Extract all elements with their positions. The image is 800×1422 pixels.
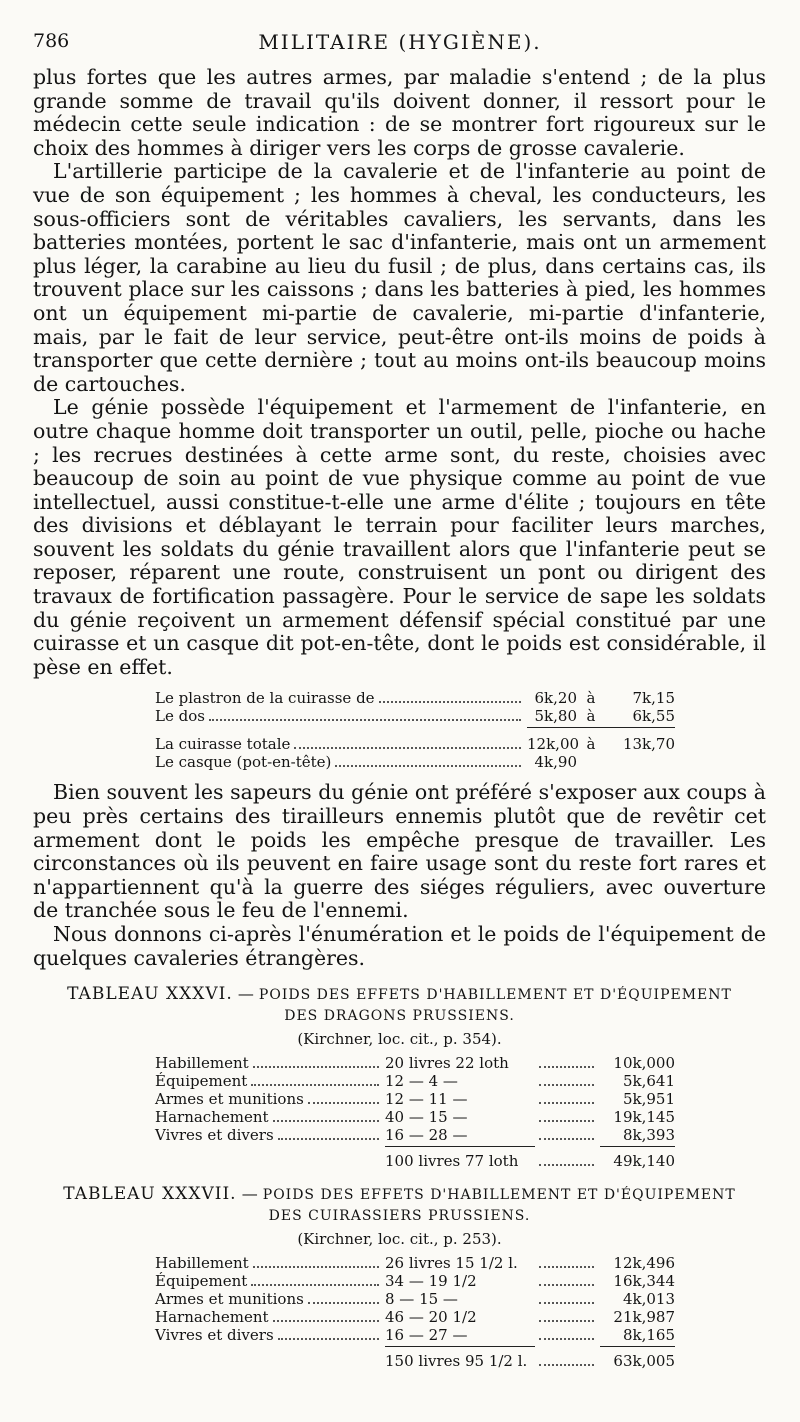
row-weight-old: 8 — 15 —	[385, 1290, 458, 1309]
row-weight-old: 12 — 4 —	[385, 1072, 458, 1091]
table-dash: —	[241, 1184, 258, 1204]
table-row	[155, 1326, 675, 1344]
weight-label: Le casque (pot-en-tête)	[155, 753, 332, 772]
total-weight-kg: 49k,140	[613, 1152, 675, 1171]
sum-rule	[155, 725, 675, 729]
row-weight-kg: 8k,393	[622, 1126, 675, 1145]
row-label: Habillement	[155, 1254, 249, 1273]
leader-dots	[539, 1284, 594, 1286]
row-weight-kg: 21k,987	[613, 1308, 675, 1327]
row-weight-kg: 5k,641	[622, 1072, 675, 1091]
row-weight-old: 26 livres 15 1/2 l.	[385, 1254, 518, 1273]
weight-max: 7k,15	[632, 689, 675, 708]
table-rows	[155, 1054, 675, 1170]
leader-dots	[294, 747, 521, 749]
table-dash: —	[237, 984, 254, 1004]
table-dragons	[33, 984, 766, 1170]
table-number: TABLEAU XXXVII.	[63, 1184, 237, 1205]
table-source: (Kirchner, loc. cit., p. 253).	[297, 1230, 502, 1249]
table-caption: DES CUIRASSIERS PRUSSIENS.	[268, 1208, 531, 1225]
row-label: Harnachement	[155, 1308, 269, 1327]
row-weight-old: 20 livres 22 loth	[385, 1054, 509, 1073]
table-row	[155, 1054, 675, 1072]
table-caption: DES DRAGONS PRUSSIENS.	[284, 1008, 515, 1025]
row-weight-kg: 4k,013	[622, 1290, 675, 1309]
leader-dots	[539, 1084, 594, 1086]
page-number: 786	[33, 30, 70, 52]
weight-range-word: à	[586, 689, 596, 708]
paragraph: plus fortes que les autres armes, par maladie s'entend ; de la plus grande somme de travail qu'ils doivent donner, il ressort pour le médecin cette seule indication : de se montrer fort rigoureux sur le choix des hommes à diriger vers les corps de grosse cavalerie.	[33, 65, 766, 160]
row-weight-kg: 19k,145	[613, 1108, 675, 1127]
weight-min: 12k,00	[527, 735, 580, 754]
leader-dots	[539, 1066, 594, 1068]
table-row	[155, 1108, 675, 1126]
weight-min: 4k,90	[534, 753, 577, 772]
row-weight-old: 46 — 20 1/2	[385, 1308, 477, 1327]
row-label: Équipement	[155, 1272, 248, 1291]
row-label: Armes et munitions	[155, 1090, 304, 1109]
leader-dots	[209, 719, 521, 721]
paragraph: Bien souvent les sapeurs du génie ont préféré s'exposer aux coups à peu près certains des tirailleurs ennemis plutôt que de revêtir cet armement dont le poids les empêche presque de travailler. Les circonstances où ils peuvent en faire usage sont du reste fort rares et n'appartiennent qu'à la guerre des siéges réguliers, avec ouverture de tranchée sous le feu de l'ennemi.	[33, 780, 766, 923]
leader-dots	[539, 1364, 594, 1366]
leader-dots	[539, 1302, 594, 1304]
leader-dots	[273, 1120, 379, 1122]
table-row	[155, 1126, 675, 1144]
leader-dots	[539, 1338, 594, 1340]
table-row	[155, 1272, 675, 1290]
leader-dots	[308, 1302, 379, 1304]
row-label: Vivres et divers	[155, 1326, 274, 1345]
row-label: Équipement	[155, 1072, 248, 1091]
leader-dots	[539, 1266, 594, 1268]
paragraph: Nous donnons ci-après l'énumération et le poids de l'équipement de quelques cavaleries étrangères.	[33, 922, 766, 970]
row-weight-kg: 12k,496	[613, 1254, 675, 1273]
page-header	[33, 30, 767, 58]
row-label: Harnachement	[155, 1108, 269, 1127]
total-weight-kg: 63k,005	[613, 1352, 675, 1371]
leader-dots	[251, 1084, 379, 1086]
row-label: Habillement	[155, 1054, 249, 1073]
row-weight-old: 12 — 11 —	[385, 1090, 468, 1109]
table-number: TABLEAU XXXVI.	[67, 984, 233, 1005]
leader-dots	[539, 1102, 594, 1104]
sum-rule	[155, 1146, 675, 1150]
table-total-row	[155, 1152, 675, 1170]
paragraph: L'artillerie participe de la cavalerie et de l'infanterie au point de vue de son équipement ; les hommes à cheval, les conducteurs, les sous-officiers sont de véritables cavaliers, les servants, dans les batteries montées, portent le sac d'infanterie, mais ont un armement plus léger, la carabine au lieu du fusil ; de plus, dans certains cas, ils trouvent place sur les caissons ; dans les batteries à pied, les hommes ont un équipement mi-partie de cavalerie, mi-partie d'infanterie, mais, par le fait de leur service, peut-être ont-ils moins de poids à transporter que cette dernière ; tout au moins ont-ils beaucoup moins de cartouches.	[33, 159, 766, 396]
table-row	[155, 1290, 675, 1308]
table-caption: POIDS DES EFFETS D'HABILLEMENT ET D'ÉQUIPEMENT	[262, 1187, 736, 1204]
weight-range-word: à	[586, 707, 596, 726]
row-weight-kg: 5k,951	[622, 1090, 675, 1109]
cuirass-weight-list	[155, 689, 675, 771]
row-weight-old: 34 — 19 1/2	[385, 1272, 477, 1291]
table-title	[33, 1184, 766, 1205]
weight-row	[155, 689, 675, 707]
leader-dots	[273, 1320, 379, 1322]
row-weight-kg: 10k,000	[613, 1054, 675, 1073]
body-text	[33, 66, 766, 1370]
weight-min: 5k,80	[534, 707, 577, 726]
weight-total-row	[155, 735, 675, 753]
leader-dots	[253, 1266, 379, 1268]
weight-label: Le plastron de la cuirasse de	[155, 689, 375, 708]
row-weight-old: 16 — 28 —	[385, 1126, 468, 1145]
total-weight-old: 100 livres 77 loth	[385, 1152, 519, 1171]
table-row	[155, 1090, 675, 1108]
weight-label: La cuirasse totale	[155, 735, 291, 754]
weight-max: 6k,55	[632, 707, 675, 726]
weight-row	[155, 707, 675, 725]
sum-rule	[155, 1346, 675, 1350]
table-rows	[155, 1254, 675, 1370]
table-cuirassiers	[33, 1184, 766, 1370]
weight-max: 13k,70	[622, 735, 675, 754]
leader-dots	[251, 1284, 379, 1286]
running-title: MILITAIRE (HYGIÈNE).	[258, 30, 542, 54]
leader-dots	[539, 1120, 594, 1122]
row-weight-kg: 8k,165	[622, 1326, 675, 1345]
weight-range-word: à	[586, 735, 596, 754]
leader-dots	[253, 1066, 379, 1068]
row-label: Vivres et divers	[155, 1126, 274, 1145]
paragraph: Le génie possède l'équipement et l'armement de l'infanterie, en outre chaque homme doit transporter un outil, pelle, pioche ou hache ; les recrues destinées à cette arme sont, du reste, choisies avec beaucoup de soin au point de vue physique comme au point de vue intellectuel, aussi constitue-t-elle une arme d'élite ; toujours en tête des divisions et déblayant le terrain pour faciliter leurs marches, souvent les soldats du génie travaillent alors que l'infanterie peut se reposer, réparent une route, construisent un pont ou dirigent des travaux de fortification passagère. Pour le service de sape les soldats du génie reçoivent un armement défensif spécial constitué par une cuirasse et un casque dit pot-en-tête, dont le poids est considérable, il pèse en effet.	[33, 395, 766, 679]
row-label: Armes et munitions	[155, 1290, 304, 1309]
leader-dots	[278, 1338, 379, 1340]
leader-dots	[308, 1102, 379, 1104]
weight-label: Le dos	[155, 707, 205, 726]
leader-dots	[278, 1138, 379, 1140]
leader-dots	[379, 701, 521, 703]
table-source: (Kirchner, loc. cit., p. 354).	[297, 1030, 502, 1049]
weight-min: 6k,20	[534, 689, 577, 708]
leader-dots	[539, 1320, 594, 1322]
leader-dots	[539, 1164, 594, 1166]
table-total-row	[155, 1352, 675, 1370]
table-title-line2	[33, 1205, 766, 1226]
leader-dots	[539, 1138, 594, 1140]
table-title	[33, 984, 766, 1005]
table-row	[155, 1254, 675, 1272]
row-weight-old: 40 — 15 —	[385, 1108, 468, 1127]
row-weight-kg: 16k,344	[613, 1272, 675, 1291]
row-weight-old: 16 — 27 —	[385, 1326, 468, 1345]
leader-dots	[335, 765, 521, 767]
table-title-line2	[33, 1005, 766, 1026]
total-weight-old: 150 livres 95 1/2 l.	[385, 1352, 528, 1371]
table-row	[155, 1308, 675, 1326]
table-row	[155, 1072, 675, 1090]
table-caption: POIDS DES EFFETS D'HABILLEMENT ET D'ÉQUIPEMENT	[258, 987, 732, 1004]
weight-row	[155, 753, 675, 771]
